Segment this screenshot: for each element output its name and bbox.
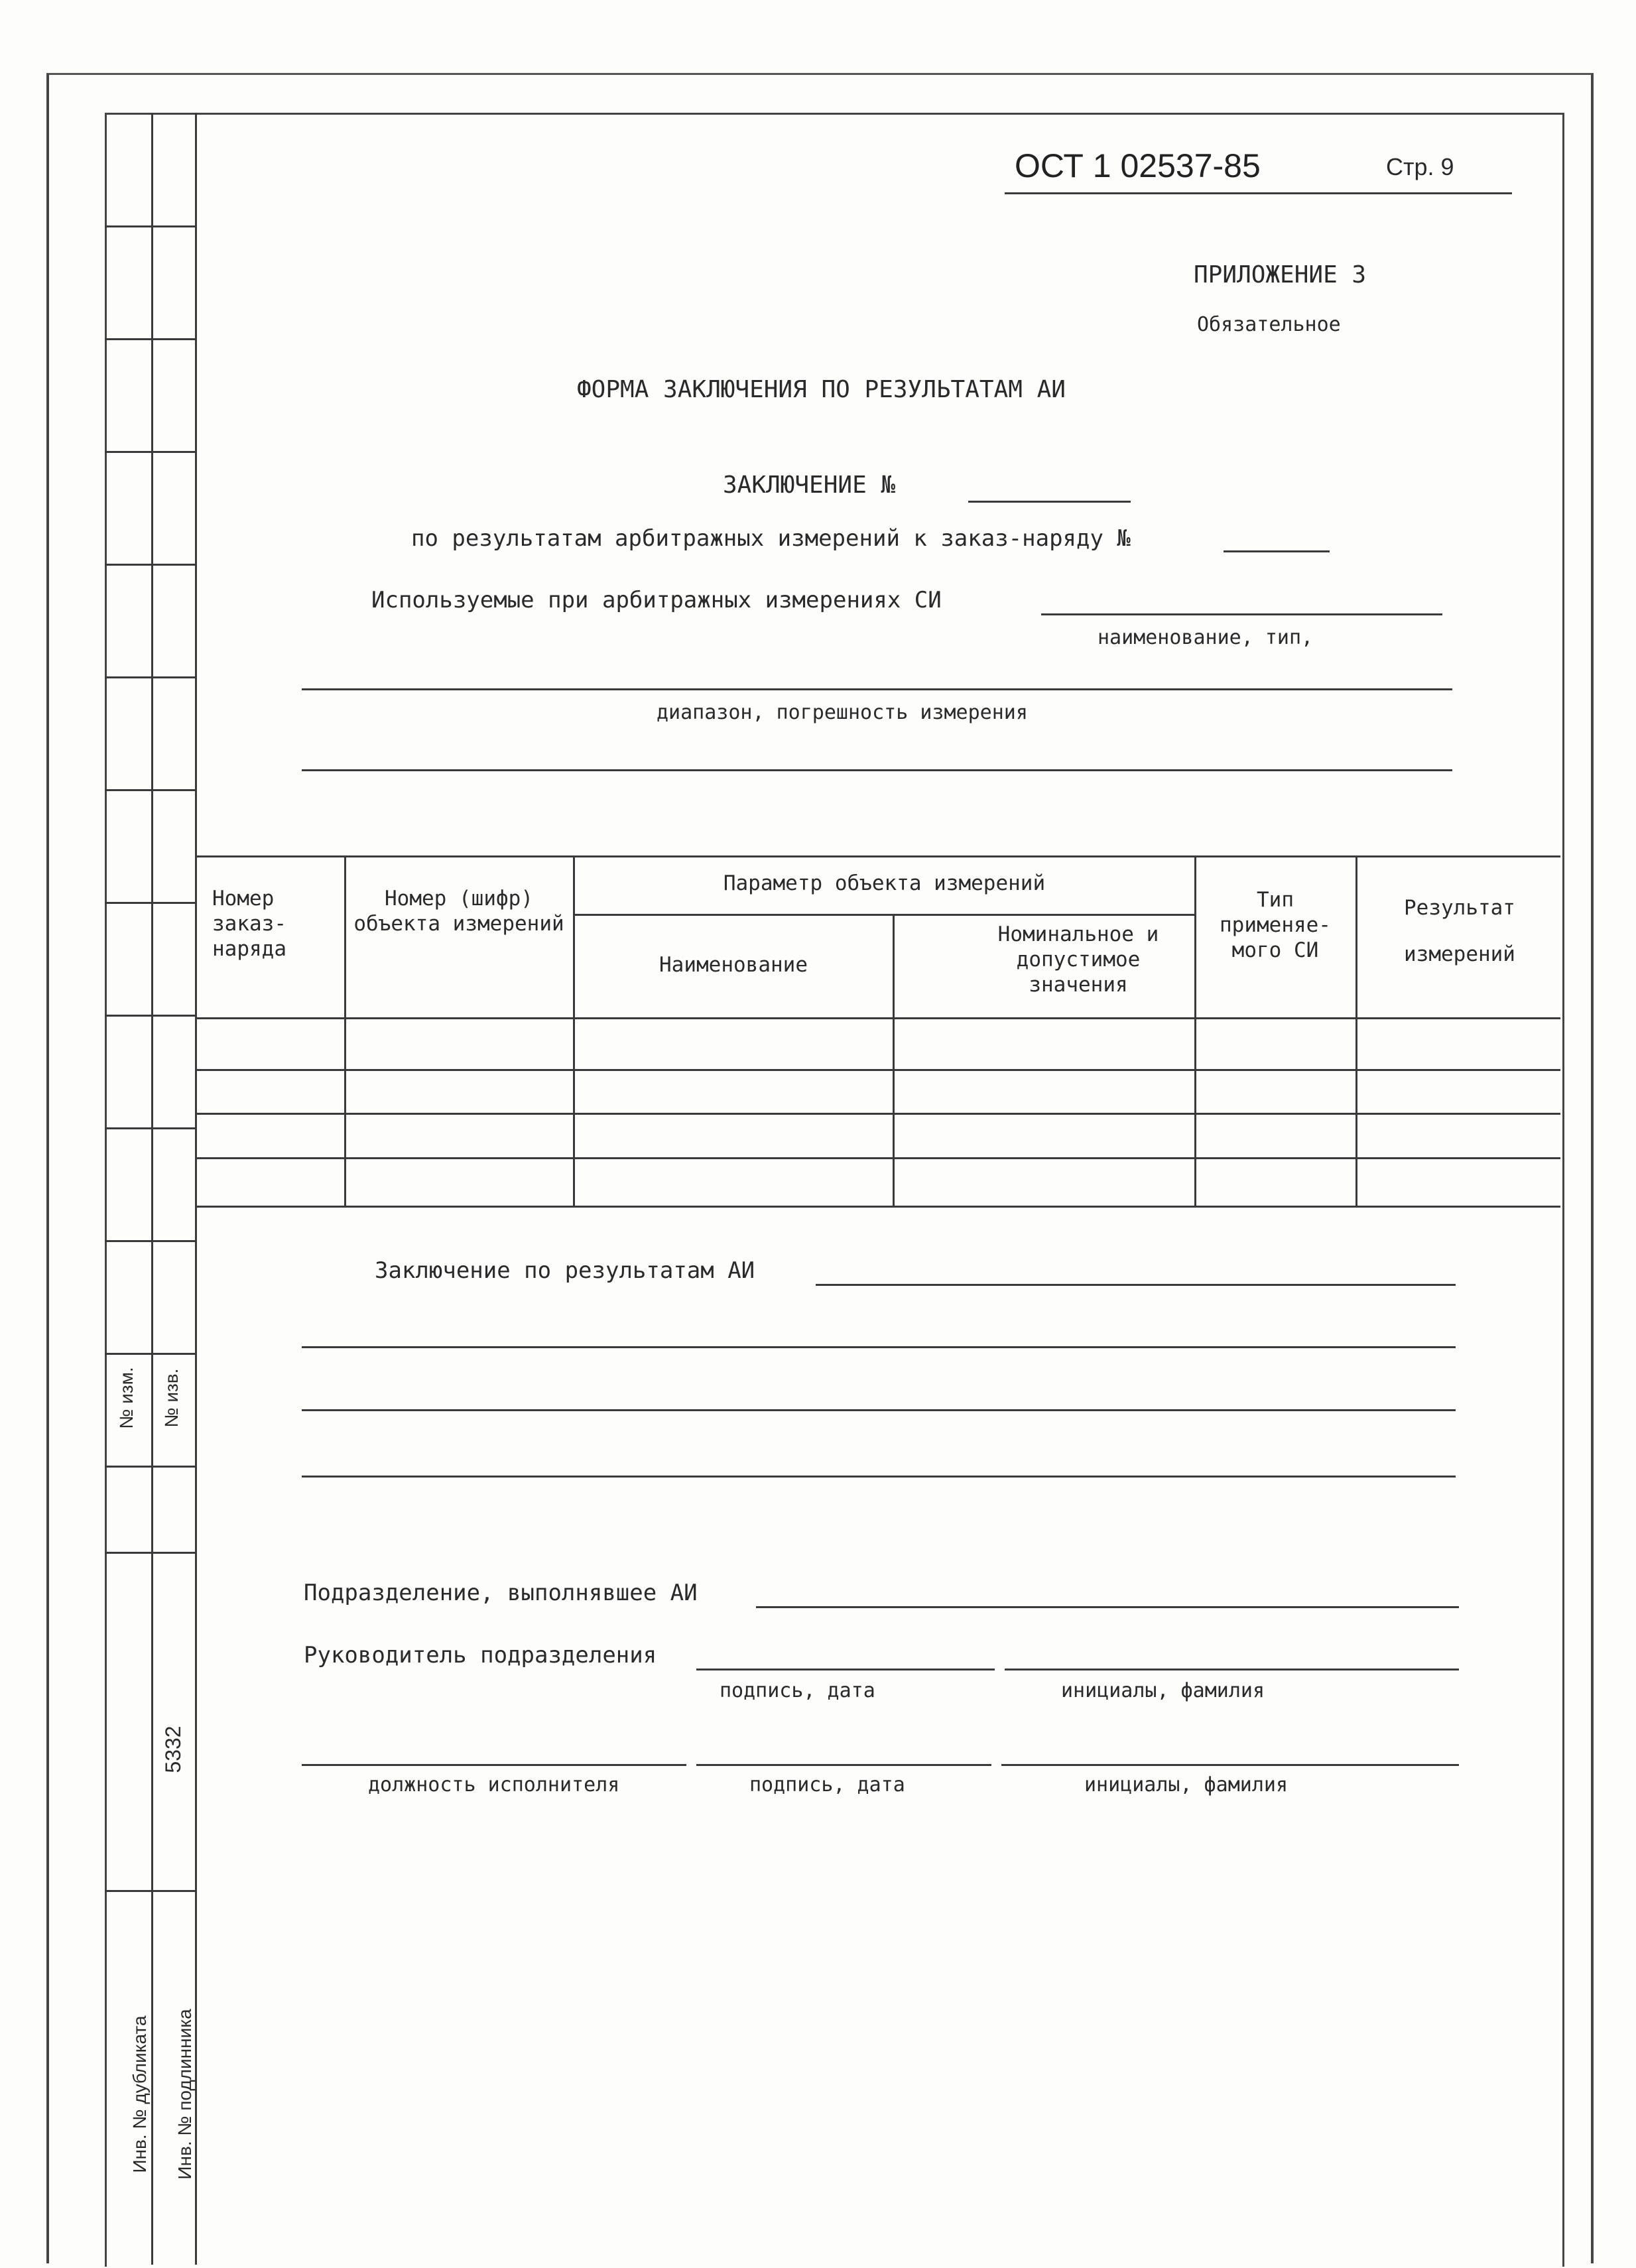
sidebar-orig-inv: Инв. № подлинника: [174, 2009, 195, 2180]
margin-line: [105, 1890, 195, 1892]
col-divider: [344, 855, 346, 1207]
margin-line: [105, 451, 195, 453]
col-parameter-group: Параметр объекта измерений: [723, 871, 1046, 895]
margin-line: [105, 902, 195, 904]
sidebar-dup-inv: Инв. № дубликата: [129, 2015, 150, 2173]
col-divider: [573, 855, 575, 1207]
appendix-title: ПРИЛОЖЕНИЕ 3: [1194, 261, 1367, 288]
doc-number: ОСТ 1 02537-85: [1015, 147, 1261, 184]
measurement-table: [196, 855, 1560, 1207]
col-instrument-type: Тип применяе- мого СИ: [1220, 888, 1331, 962]
margin-line: [105, 789, 195, 791]
instruments-field: [1041, 613, 1442, 615]
instruments-field3: [302, 769, 1452, 771]
margin-line: [105, 1466, 195, 1468]
col-object-code: Номер (шифр) объекта измерений: [353, 887, 564, 936]
result-field3: [302, 1409, 1456, 1411]
sidebar-change-no: № изм.: [116, 1367, 137, 1429]
conclusion-heading: ЗАКЛЮЧЕНИЕ №: [723, 472, 896, 499]
division-field: [756, 1606, 1459, 1608]
executor-sign-date-hint: подпись, дата: [749, 1773, 905, 1796]
executor-sign-field: [696, 1764, 991, 1766]
conclusion-number-field: [968, 501, 1131, 503]
col-nominal-values: Номинальное и допустимое значения: [997, 922, 1159, 997]
head-name-field: [1005, 1669, 1459, 1670]
doc-number-underline: [1005, 192, 1512, 194]
margin-line: [105, 1240, 195, 1242]
col-divider: [1355, 855, 1357, 1207]
result-field: [816, 1284, 1456, 1286]
conclusion-subheading: по результатам арбитражных измерений к заказ-наряду №: [411, 525, 1131, 552]
position-field: [302, 1764, 686, 1766]
head-label: Руководитель подразделения: [304, 1642, 657, 1669]
col-result: Результат измерений: [1404, 896, 1515, 966]
order-number-field: [1224, 550, 1330, 552]
form-title: ФОРМА ЗАКЛЮЧЕНИЯ ПО РЕЗУЛЬТАТАМ АИ: [577, 376, 1066, 403]
instruments-field2: [302, 688, 1452, 690]
executor-name-field: [1001, 1764, 1459, 1766]
instruments-label: Используемые при арбитражных измерениях СИ: [371, 587, 942, 613]
result-field4: [302, 1476, 1456, 1478]
instruments-hint1: наименование, тип,: [1098, 626, 1314, 649]
margin-line: [105, 225, 195, 227]
sidebar-orig-inv-value: 5332: [161, 1726, 185, 1773]
instruments-hint2: диапазон, погрешность измерения: [657, 701, 1028, 724]
margin-line: [105, 1552, 195, 1554]
margin-line: [105, 676, 195, 678]
head-sign-field: [696, 1669, 995, 1670]
col-divider: [1194, 855, 1196, 1207]
sidebar-notice-no: № изв.: [161, 1368, 182, 1428]
margin-line: [105, 1353, 195, 1355]
position-hint: должность исполнителя: [368, 1773, 620, 1796]
result-label: Заключение по результатам АИ: [375, 1257, 755, 1284]
margin-line: [105, 1127, 195, 1129]
margin-line: [105, 564, 195, 566]
result-field2: [302, 1346, 1456, 1348]
margin-line: [105, 338, 195, 340]
margin-line: [105, 1015, 195, 1017]
page-label: Стр. 9: [1386, 153, 1454, 180]
appendix-status: Обязательное: [1197, 313, 1341, 336]
division-label: Подразделение, выполнявшее АИ: [304, 1580, 698, 1606]
group-divider: [573, 914, 1194, 916]
col-divider: [893, 914, 895, 1207]
left-margin-divider: [151, 113, 153, 2265]
col-parameter-name: Наименование: [659, 953, 808, 977]
head-initials-hint: инициалы, фамилия: [1061, 1679, 1265, 1702]
col-order-no: Номер заказ- наряда: [212, 887, 286, 961]
head-sign-date-hint: подпись, дата: [720, 1679, 875, 1702]
executor-initials-hint: инициалы, фамилия: [1084, 1773, 1289, 1796]
